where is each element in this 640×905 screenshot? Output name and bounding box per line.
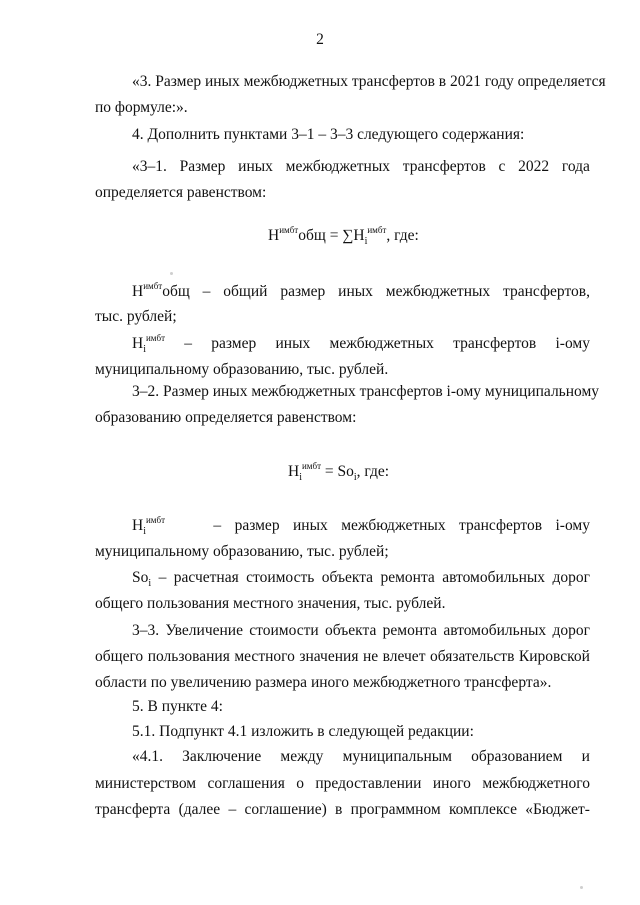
word: i-ому — [555, 517, 590, 534]
definition-total-line-1 — [132, 282, 590, 302]
word: года — [561, 158, 590, 175]
formula-tail: , где: — [386, 227, 419, 244]
formula-sub: i — [353, 472, 357, 484]
paragraph-4: 4. Дополнить пунктами 3–1 – 3–3 следующего содержания: — [132, 126, 525, 143]
word: трансферта — [95, 801, 171, 818]
word: между — [280, 748, 324, 765]
term-sup: имбт — [145, 514, 166, 525]
word: 3–3. — [132, 622, 160, 639]
definition-hi-line-1 — [132, 334, 590, 354]
term-h: Н — [132, 517, 144, 534]
definition-term — [132, 334, 165, 354]
paragraph-5-1: 5.1. Подпункт 4.1 изложить в следующей редакции: — [132, 723, 474, 740]
word: значения — [299, 648, 359, 665]
word: ремонта — [382, 622, 437, 639]
term-obshch: общ — [162, 283, 190, 300]
word: местного — [234, 648, 295, 665]
word: автомобильных — [443, 622, 547, 639]
word: иного — [432, 775, 471, 792]
word: «3–1. — [132, 158, 167, 175]
formula-tail: , где: — [356, 463, 390, 480]
word: i-ому — [555, 335, 590, 352]
word: размер — [234, 517, 280, 534]
formula-sub: i — [364, 236, 368, 248]
word: пользования — [147, 648, 230, 665]
word: межбюджетных — [385, 283, 491, 300]
paragraph-4-1-line-1 — [132, 747, 590, 767]
definition-hi-line-2: муниципальному образованию, тыс. рублей. — [95, 361, 389, 378]
word: трансфертов — [402, 158, 486, 175]
word: иных — [293, 517, 328, 534]
paragraph-3-3-line-2 — [95, 647, 590, 667]
paragraph-3-3-line-3: области по увеличению размера иного межбюджетного трансферта». — [95, 674, 552, 691]
paragraph-3-1-line-2: определяется равенством: — [95, 184, 267, 201]
word: объекта — [325, 622, 377, 639]
word: соглашения — [207, 775, 285, 792]
word: о — [296, 775, 304, 792]
formula-sup: имбт — [367, 224, 387, 235]
word: предоставлении — [315, 775, 422, 792]
paragraph-3-2-line-1: 3–2. Размер иных межбюджетных трансфертов i-ому муниципальному — [132, 383, 600, 400]
scan-speck — [170, 272, 173, 275]
word: межбюджетных — [285, 158, 391, 175]
paragraph-5: 5. В пункте 4: — [132, 698, 223, 715]
page-number: 2 — [316, 31, 324, 48]
word: трансфертов — [459, 517, 543, 534]
word: – — [184, 335, 193, 352]
word: «4.1. — [132, 748, 163, 765]
term-sub: i — [143, 526, 146, 538]
definition-total-line-2: тыс. рублей; — [95, 308, 177, 325]
paragraph-3-2-line-2: образованию определяется равенством: — [95, 409, 357, 426]
term-so: So — [132, 569, 149, 586]
word: размер — [280, 283, 326, 300]
word: влечет — [382, 648, 426, 665]
formula-sup: имбт — [301, 460, 322, 471]
term-h: Н — [132, 335, 144, 352]
formula-sup: имбт — [279, 224, 299, 235]
word: не — [362, 648, 379, 665]
definition-term — [132, 568, 151, 588]
word: Увеличение — [165, 622, 243, 639]
word: объекта — [321, 569, 374, 586]
formula-hi — [288, 462, 389, 482]
word: 2022 — [518, 158, 550, 175]
word: Размер — [179, 158, 226, 175]
word: комплексе — [448, 801, 517, 818]
word: межбюджетного — [482, 775, 590, 792]
word: дорог — [552, 622, 590, 639]
definition-hi-2-line-2: муниципальному образованию, тыс. рублей; — [95, 543, 389, 560]
term-h: Н — [132, 283, 144, 300]
word: Заключение — [182, 748, 262, 765]
word: обязательств — [429, 648, 515, 665]
word: трансфертов, — [503, 283, 590, 300]
formula-obshch: общ — [298, 227, 326, 244]
word: в — [335, 801, 343, 818]
definition-hi-2-line-1 — [132, 516, 590, 536]
word: ремонта — [380, 569, 435, 586]
word: иных — [238, 158, 273, 175]
word: иных — [275, 335, 311, 352]
formula-total — [268, 226, 419, 246]
word: межбюджетных — [329, 335, 434, 352]
word: – — [228, 801, 237, 818]
definition-so-line-1 — [132, 568, 590, 588]
paragraph-3-line-2: по формуле:». — [95, 99, 188, 116]
word: соглашение) — [244, 801, 327, 818]
word: иных — [338, 283, 373, 300]
word: с — [498, 158, 506, 175]
term-sup: имбт — [145, 332, 166, 343]
word: – — [158, 569, 167, 586]
term-sub: i — [143, 344, 146, 356]
word: – — [213, 517, 222, 534]
term-sub: i — [148, 578, 152, 590]
word: стоимости — [249, 622, 319, 639]
formula-sum: = ∑Н — [325, 227, 365, 244]
definition-so-line-2: общего пользования местного значения, тыс. рублей. — [95, 595, 446, 612]
word: автомобильных — [442, 569, 546, 586]
word: муниципальным — [342, 748, 452, 765]
scan-speck — [580, 886, 583, 889]
word: и — [581, 748, 590, 765]
word: – — [202, 283, 211, 300]
word: стоимость — [246, 569, 315, 586]
word: программном — [350, 801, 441, 818]
paragraph-3-line-1: «3. Размер иных межбюджетных трансфертов в 2021 году определяется — [132, 73, 606, 90]
word: дорог — [552, 569, 590, 586]
word: общий — [223, 283, 268, 300]
word: образованием — [471, 748, 563, 765]
paragraph-4-1-line-2 — [95, 774, 590, 794]
word: размер — [211, 335, 257, 352]
paragraph-4-1-line-3 — [95, 800, 590, 820]
word: Кировской — [518, 648, 590, 665]
word: расчетная — [173, 569, 239, 586]
paragraph-3-1-line-1 — [132, 157, 590, 177]
word: (далее — [178, 801, 221, 818]
word: межбюджетных — [341, 517, 446, 534]
word: «Бюджет- — [525, 801, 590, 818]
formula-eq: = So — [321, 463, 354, 480]
definition-term — [132, 516, 200, 536]
formula-sub: i — [299, 472, 302, 484]
word: трансфертов — [453, 335, 537, 352]
definition-term — [132, 282, 190, 302]
term-sup: имбт — [143, 280, 163, 291]
formula-h: Н — [288, 463, 300, 480]
paragraph-3-3-line-1 — [132, 621, 590, 641]
word: министерством — [95, 775, 197, 792]
formula-h: Н — [268, 227, 280, 244]
word: общего — [95, 648, 144, 665]
